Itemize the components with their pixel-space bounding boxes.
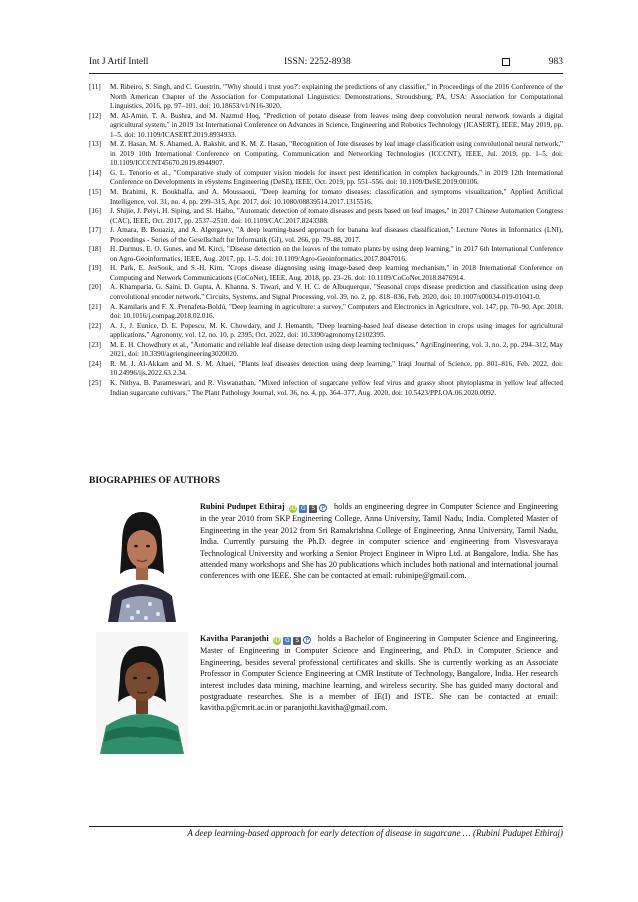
reference-item: [16] J. Shijie, J. Peiyi, H. Siping, and Sl. Haibo, "Automatic detection of tomato diseases and pests based on leaf images," in 2017 Chinese Automation Congress (CAC), IEEE, Oct. 2017, pp. 2537–2510. doi: 10.1109/CAC.2017.8243388. [89,207,563,225]
reference-item: [22] A. J., J. Eunice, D. E. Popescu, M. K. Chowdary, and J. Hemanth, "Deep learning-based leaf disease detection in crops using images for agricultural applications," Agronomy, vol. 12, no. 10, p. 2395, Oct. 2022, doi: 10.3390/agronomy12102395. [89,321,563,340]
footer-rule [89,826,563,827]
reference-item: [23] M. E. H. Chowdhury et al., "Automatic and reliable leaf disease detection using deep learning techniques," AgriEngineering, vol. 3, no. 2, pp. 294–312, May 2021, doi: 10.3390/agriengineering3020020. [89,340,563,359]
page-footer: A deep learning-based approach for early detection of disease in sugarcane … (Rubini Pudupet Ethiraj) [187,828,563,838]
journal-name: Int J Artif Intell [89,57,149,67]
reference-item: [14] G. L. Tenorio et al., "Comparative study of computer vision models for insect pest identification in complex backgrounds," in 2019 12th International Conference on Developments in eSystems Engineering (DeSE), IEEE, Oct. 2019, pp. 551–556. doi: 10.1109/DeSE.2019.00106. [89,168,563,187]
author-bio-text: holds an engineering degree in Computer Science and Engineering in the year 2010 from SKP Engineering College, Anna University, Tamil Nadu, India. Completed Master of Engineering in the year 2012 from Sri Ramakrishna College of Engineering, Anna University, Tamil Nadu, India. Currently pursuing the Ph.D. degree in computer science and engineering from Visvesvaraya Technological University and working a Senior Project Engineer in Wipro Ltd. at Bangalore, India. She has attended many workshops and She has 20 publications which includes both national and international journal conferences with one IEEE. She can be contacted at email: rubinipe@gmail.com. [200,502,559,581]
author-name: Kavitha Paranjothi [200,634,269,643]
author-profile-icons [273,634,313,645]
scopus-icon[interactable]: S [293,637,301,645]
header-rule [89,73,563,74]
google-scholar-icon[interactable]: G [284,637,290,644]
reference-item: [20] A. Khamparia, G. Saini, D. Gupta, A. Khanna, S. Tiwari, and V. H. C. de Albuquerque, "Seasonal crops disease prediction and classification using deep convolutional encoder network," Circuits, Systems, and Signal Processing, vol. 39, no. 2, pp. 818–836, Feb. 2020, doi: 10.1007/s00034-019-01041-0. [89,283,563,302]
publons-icon[interactable]: P [319,504,327,512]
reference-item: [13] M. Z. Hasan, M. S. Ahamed, A. Rakshit, and K. M. Z. Hasan, "Recognition of Jute diseases by leaf image classification using convolutional neural network," in 2019 10th International Conference on Computing, Communication and Networking Technologies (ICCCNT), IEEE, Jul. 2019, pp. 1–5. doi: 10.1109/ICCCNT45670.2019.8944907. [89,140,563,168]
scopus-icon[interactable]: S [309,505,317,513]
reference-item: [15] M. Brahimi, K. Boukhalfa, and A. Moussaoui, "Deep learning for tomato diseases: classification and symptoms visualization," Applied Artificial Intelligence, vol. 31, no. 4, pp. 299–315, Apr. 2017, doi: 10.1080/08839514.2017.1315516. [89,188,563,206]
publons-icon[interactable]: P [303,636,311,644]
reference-list [89,83,563,398]
reference-item: [12] M. Al-Amin, T. A. Bushra, and M. Nazmul Hoq, "Prediction of potato disease from leaves using deep convolution neural network towards a digital agricultural system," in 2019 1st International Conference on Advances in Science, Engineering and Robotics Technology (ICASERT), IEEE, May 2019, pp. 1–5. doi: 10.1109/ICASERT.2019.8934933. [89,111,563,139]
reference-item: [19] H. Park, E. JeeSook, and S.-H. Kim, "Crops disease diagnosing using image-based deep learning mechanism," in 2018 International Conference on Computing and Network Communications (CoCoNet), IEEE, Aug. 2018, pp. 23–26. doi: 10.1109/CoCoNet.2018.8476914. [89,264,563,282]
author-photo [96,632,188,754]
section-title: BIOGRAPHIES OF AUTHORS [89,476,221,486]
author-bio [200,633,558,714]
issn: ISSN: 2252-8938 [284,57,351,67]
reference-item: [18] H. Durmus, E. O. Gunes, and M. Kirci, "Disease detection on the leaves of the tomato plants by using deep learning," in 2017 6th International Conference on Agro-Geoinformatics, IEEE, Aug. 2017, pp. 1–5. doi: 10.1109/Agro-Geoinformatics.2017.8047016. [89,245,563,263]
reference-item: [11] M. Ribeiro, S. Singh, and C. Guestrin, "'Why should i trust you?': explaining the predictions of any classifier," in Proceedings of the 2016 Conference of the North American Chapter of the Association for Computational Linguistics: Demonstrations, Stroudsburg, PA, USA: Association for Computational Linguistics, 2016, pp. 97–101. doi: 10.18653/v1/N16-3020. [89,83,563,111]
reference-item: [21] A. Kamilaris and F. X. Prenafeta-Boldú, "Deep learning in agriculture: a survey," Computers and Electronics in Agriculture, vol. 147, pp. 70–90, Apr. 2018, doi: 10.1016/j.compag.2018.02.016. [89,302,563,321]
page-number: 983 [548,57,563,67]
page-header [89,57,563,71]
google-scholar-icon[interactable]: G [300,505,306,512]
author-profile-icons [289,502,329,513]
reference-item: [25] K. Nithya, B. Parameswari, and R. Viswanathan, "Mixed infection of sugarcane yellow leaf virus and grassy shoot phytoplasma in yellow leaf affected Indian sugarcane cultivars," The Plant Pathology Journal, vol. 36, no. 4, pp. 364–377, Aug. 2020, doi: 10.5423/PPJ.OA.06.2020.0092. [89,378,563,397]
author-photo [96,500,188,622]
checkbox-square-icon [502,58,510,66]
reference-item: [17] J. Amara, B. Bouaziz, and A. Algergawy, "A deep learning-based approach for banana leaf diseases classification," Lecture Notes in Informatics (LNI), Proceedings - Series of the Gesellschaft fur Informatik (GI), vol. 266, pp. 79–88, 2017. [89,226,563,244]
author-bio [200,501,558,582]
orcid-icon[interactable]: iD [290,505,297,512]
author-name: Rubini Pudupet Ethiraj [200,502,285,511]
orcid-icon[interactable]: iD [274,637,281,644]
author-bio-text: holds a Bachelor of Engineering in Computer Science and Engineering, Master of Engineering in Computer Science and Engineering, and Ph.D. in Computer Science and Engineering, besides several professional certificates and skills. She is currently working as an Associate Professor in Computer Science Engineering at CMR Institute of Technology, Bangalore, India. Her research interest includes data mining, machine learning, and wireless security. She has guided many doctoral and postgraduate researches. She is a member of IE(I) and ISTE. She can be contacted at email: kavitha.p@cmrit.ac.in or paranjothi.kavitha@gmail.com. [200,634,558,713]
reference-item: [24] R. M. J. Al-Akkam and M. S. M. Altaei, "Plants leaf diseases detection using deep learning," Iraqi Journal of Science, pp. 801–816, Feb. 2022, doi: 10.24996/ijs.2022.63.2.34. [89,359,563,378]
